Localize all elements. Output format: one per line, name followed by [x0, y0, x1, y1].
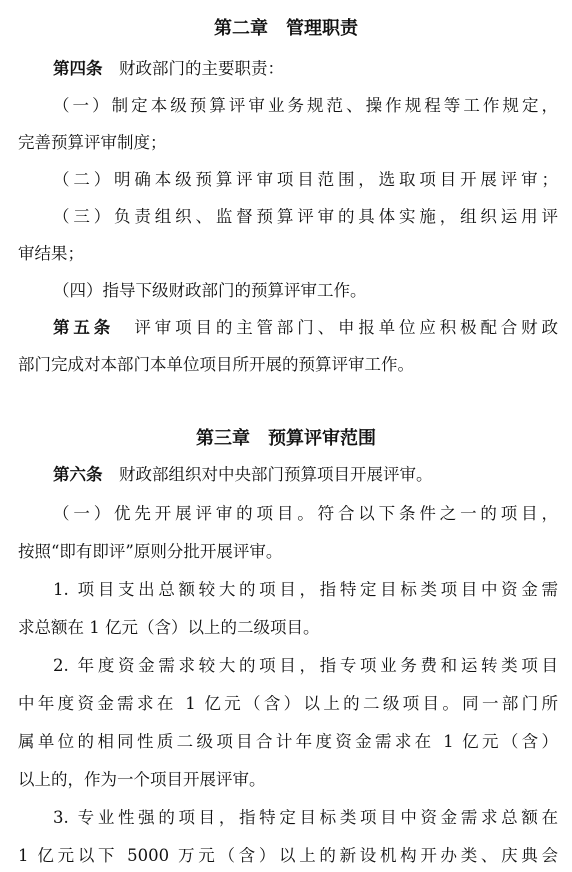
point-2-line-4: 以上的，作为一个项目开展评审。: [18, 770, 266, 789]
article-4-item-4: （四）指导下级财政部门的预算评审工作。: [53, 281, 367, 300]
point-3-line-2: 1 亿元以下 5000 万元（含）以上的新设机构开办类、庆典会: [18, 846, 558, 865]
article-4-item-1-line-1: （一）制定本级预算评审业务规范、操作规程等工作规定，: [53, 96, 558, 115]
point-2-line-1: 2. 年度资金需求较大的项目，指专项业务费和运转类项目: [53, 656, 558, 675]
point-1-line-2: 求总额在 1 亿元（含）以上的二级项目。: [18, 618, 320, 637]
article-4-item-2: （二）明确本级预算评审项目范围，选取项目开展评审；: [53, 170, 558, 189]
point-3-line-1: 3. 专业性强的项目，指特定目标类项目中资金需求总额在: [53, 808, 558, 827]
point-2-line-3: 属单位的相同性质二级项目合计年度资金需求在 1 亿元（含）: [18, 732, 558, 751]
article-6: [53, 463, 558, 487]
article-5-number: 第五条: [53, 318, 115, 337]
article-5-line-2: 部门完成对本部门本单位项目所开展的预算评审工作。: [18, 355, 414, 374]
section-1-line-1: （一）优先开展评审的项目。符合以下条件之一的项目，: [53, 504, 558, 523]
article-5-text: 评审项目的主管部门、申报单位应积极配合财政: [134, 318, 558, 337]
article-4-item-3-line-2: 审结果；: [18, 244, 84, 263]
article-4-number: 第四条: [53, 59, 103, 78]
chapter-2-title: 第二章 管理职责: [214, 18, 358, 39]
article-4-item-3-line-1: （三）负责组织、监督预算评审的具体实施，组织运用评: [53, 207, 558, 226]
point-2-line-2: 中年度资金需求在 1 亿元（含）以上的二级项目。同一部门所: [18, 694, 558, 713]
article-4-item-1-line-2: 完善预算评审制度；: [18, 133, 167, 152]
section-1-line-2: 按照“即有即评”原则分批开展评审。: [18, 542, 283, 561]
article-6-text: 财政部组织对中央部门预算项目开展评审。: [102, 465, 433, 484]
article-6-number: 第六条: [53, 465, 103, 484]
article-4: [53, 57, 558, 81]
point-1-line-1: 1. 项目支出总额较大的项目，指特定目标类项目中资金需: [53, 580, 558, 599]
chapter-3-title: 第三章 预算评审范围: [196, 428, 376, 449]
article-4-text: 财政部门的主要职责：: [102, 59, 284, 78]
article-5-line-1: [53, 316, 558, 340]
